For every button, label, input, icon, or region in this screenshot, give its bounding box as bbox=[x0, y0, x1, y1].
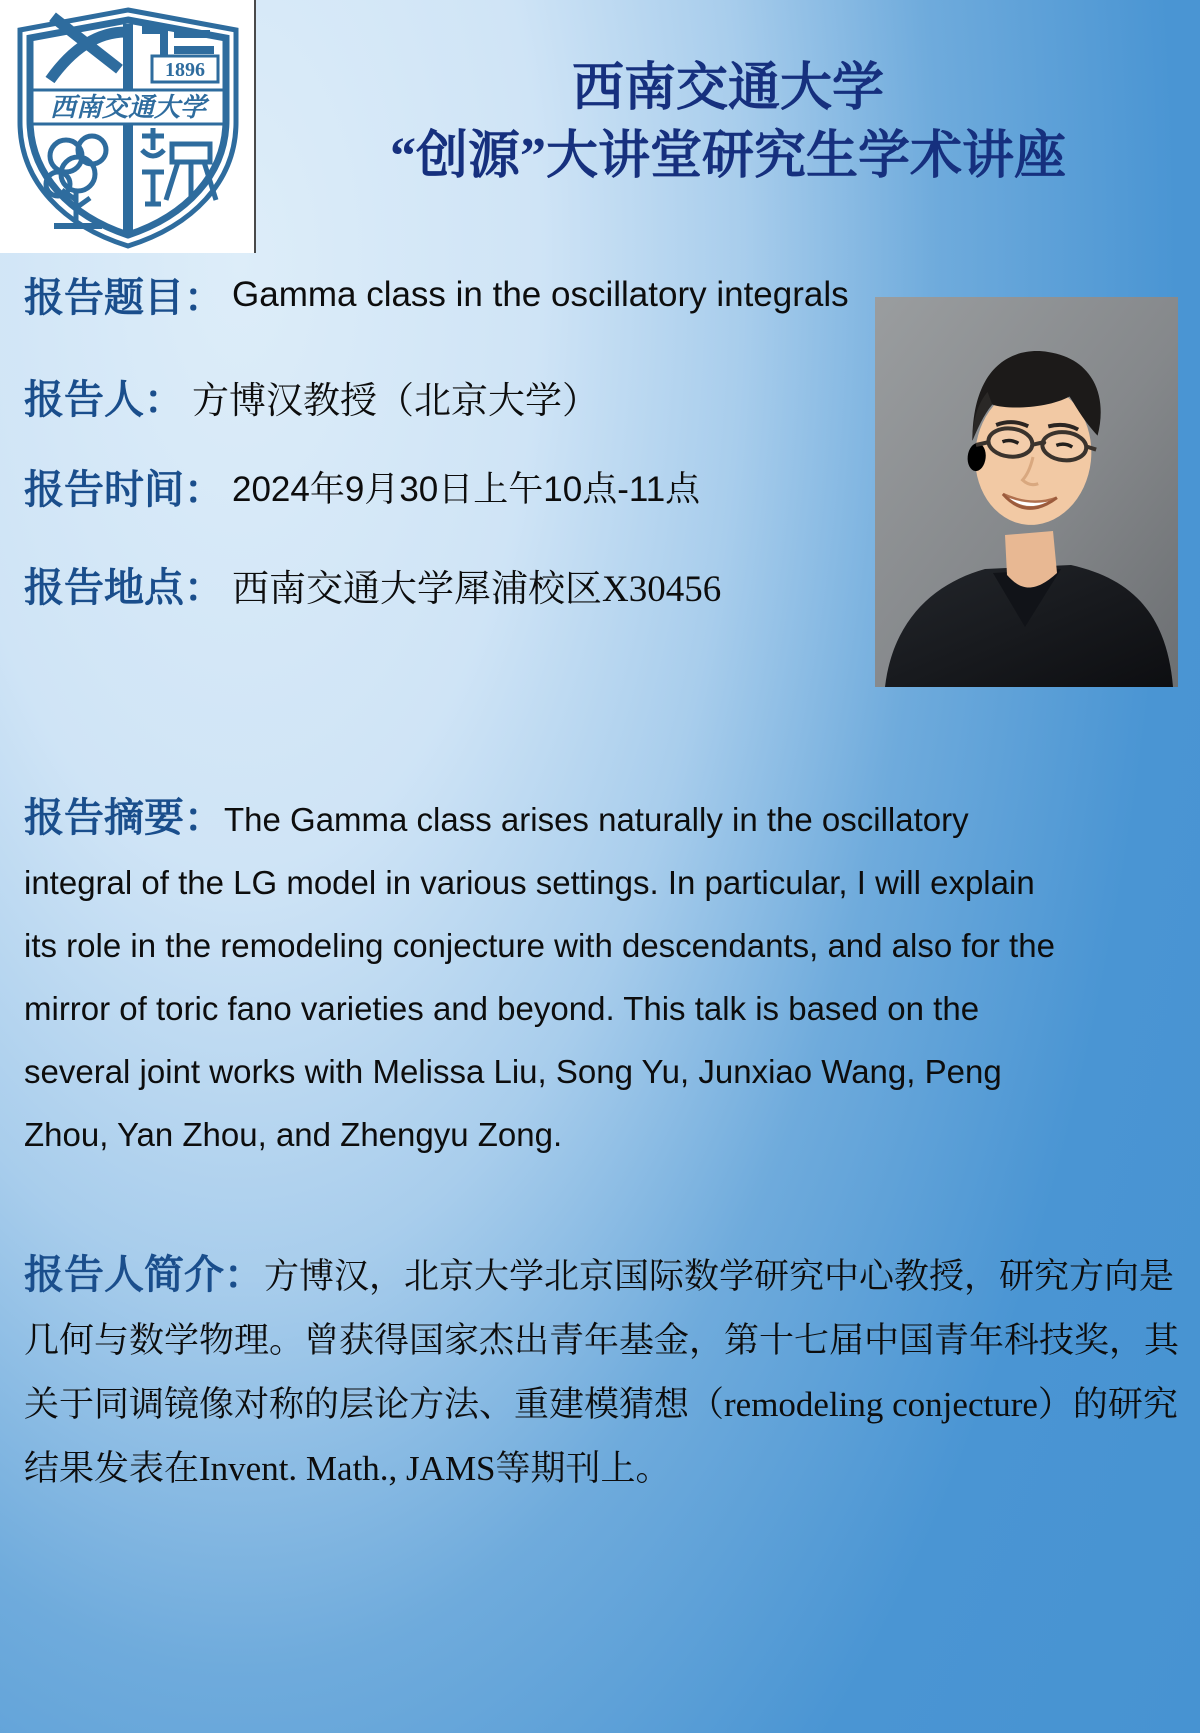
logo-year: 1896 bbox=[165, 59, 205, 81]
info-row-speaker bbox=[24, 368, 599, 425]
title-label: 报告题目： bbox=[24, 275, 224, 320]
abstract-text: The Gamma class arises naturally in the oscillatory integral of the LG model in various settings. In particular, I will explain its role in the remodeling conjecture with descendants, and also for the mirror of toric fano varieties and beyond. This talk is based on the several joint works with Melissa Liu, Song Yu, Junxiao Wang, Peng Zhou, Yan Zhou, and Zhengyu Zong. bbox=[24, 801, 1055, 1153]
bio-text: 方博汉，北京大学北京国际数学研究中心教授，研究方向是几何与数学物理。曾获得国家杰出青年基金，第十七届中国青年科技奖，其关于同调镜像对称的层论方法、重建模猜想（remodeling conjecture）的研究结果发表在Invent. Math., JAMS等期刊上。 bbox=[24, 1257, 1180, 1488]
title-value: Gamma class in the oscillatory integrals bbox=[232, 274, 849, 314]
poster-title-line2: “创源”大讲堂研究生学术讲座 bbox=[389, 128, 1066, 185]
info-row-location bbox=[24, 556, 721, 613]
info-row-time bbox=[24, 458, 700, 515]
poster-title-line1: 西南交通大学 bbox=[571, 60, 884, 117]
logo-banner-text: 西南交通大学 bbox=[49, 93, 207, 122]
speaker-label: 报告人： bbox=[24, 377, 184, 422]
abstract-label: 报告摘要： bbox=[24, 795, 224, 840]
university-shield-icon bbox=[14, 4, 242, 250]
abstract-paragraph bbox=[24, 786, 1074, 1166]
university-logo bbox=[0, 0, 256, 253]
time-label: 报告时间： bbox=[24, 467, 224, 512]
speaker-portrait-image bbox=[875, 297, 1178, 687]
bio-label: 报告人简介： bbox=[24, 1252, 264, 1297]
bio-paragraph bbox=[24, 1243, 1189, 1501]
poster-title bbox=[256, 60, 1200, 186]
location-label: 报告地点： bbox=[24, 565, 224, 610]
info-row-title bbox=[24, 266, 849, 323]
speaker-photo bbox=[875, 297, 1178, 687]
speaker-value: 方博汉教授（北京大学） bbox=[192, 380, 599, 422]
location-value: 西南交通大学犀浦校区X30456 bbox=[232, 568, 722, 610]
time-value: 2024年9月30日上午10点-11点 bbox=[232, 469, 701, 509]
